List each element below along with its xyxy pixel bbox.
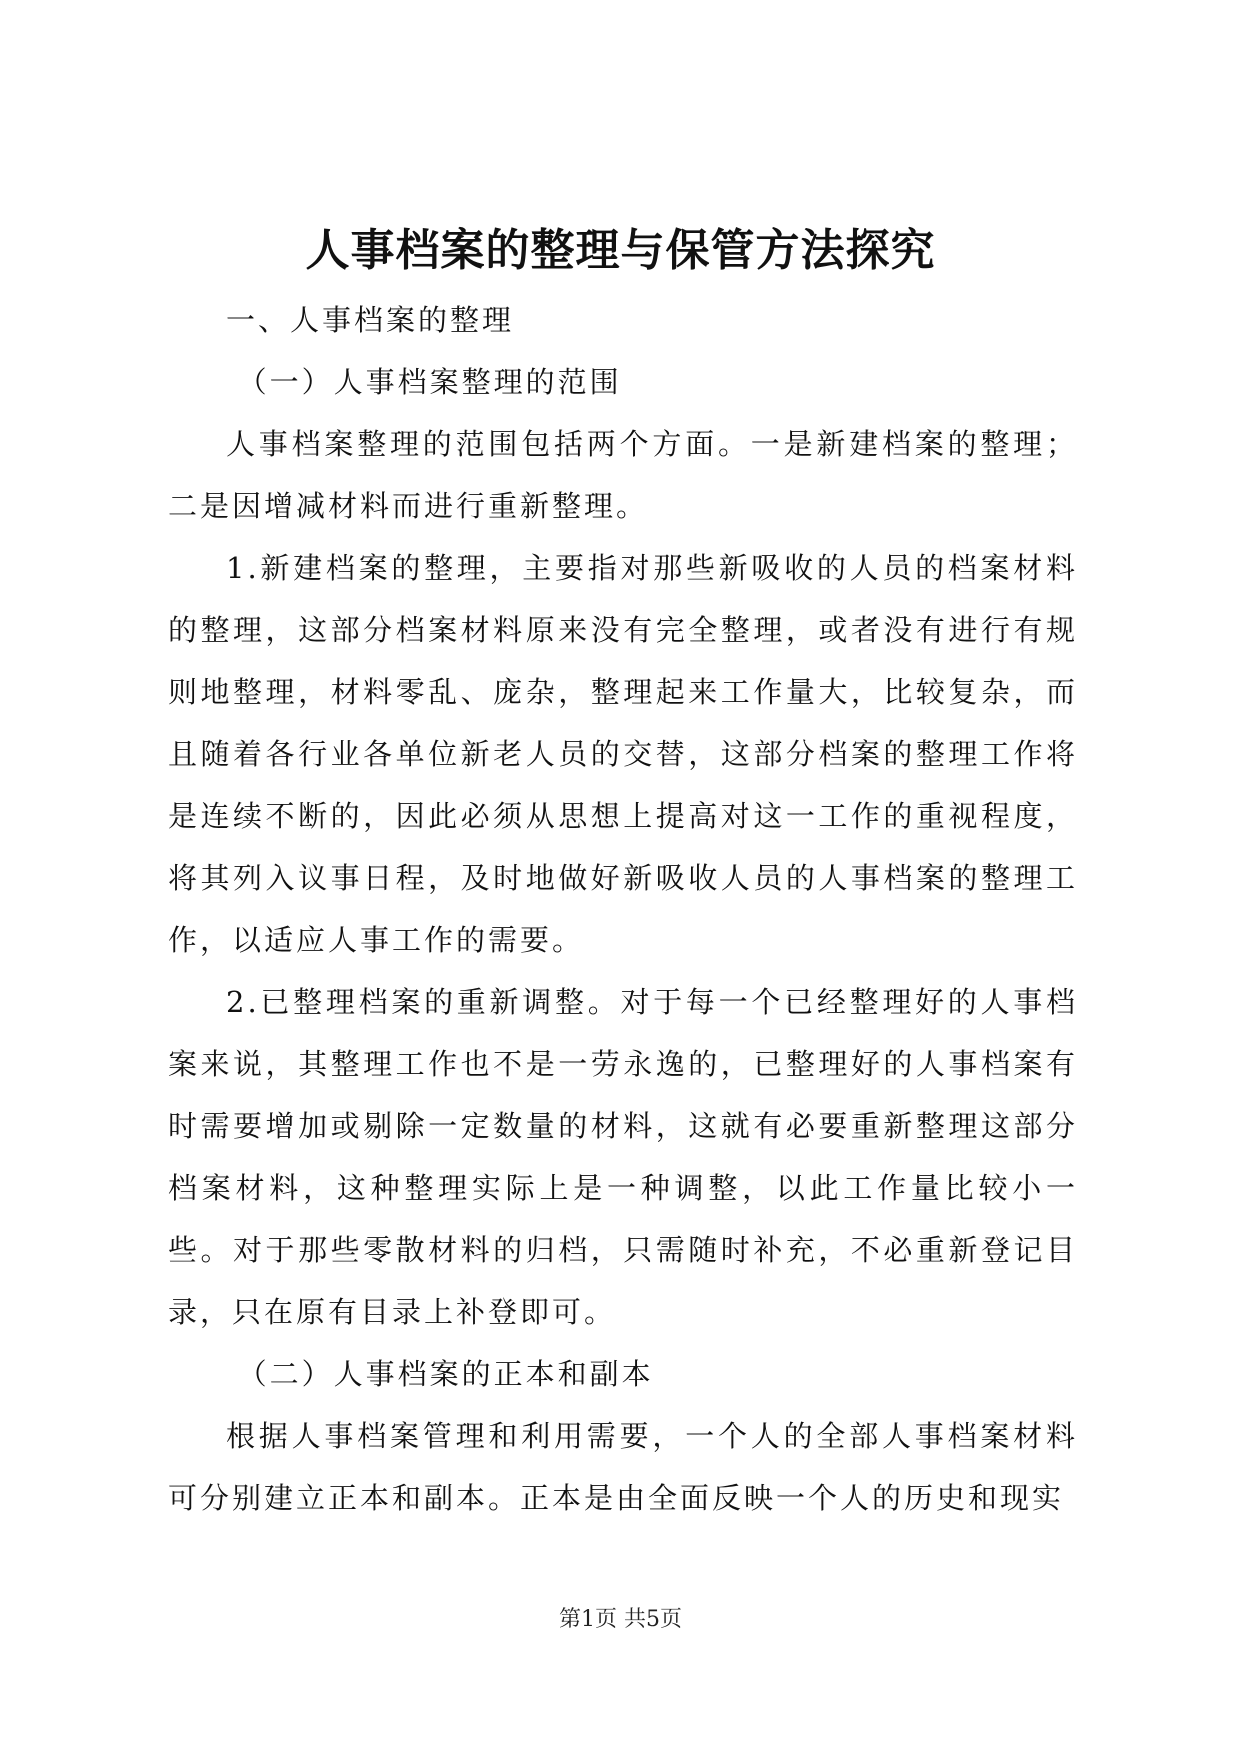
page-footer <box>0 1605 1241 1635</box>
page-indicator: 第1页 共5页 <box>559 1607 682 1632</box>
subsection-heading: （二）人事档案的正本和副本 <box>237 1357 654 1391</box>
paragraph: 人事档案整理的范围包括两个方面。一是新建档案的整理；二是因增减材料而进行重新整理。 <box>168 427 1078 523</box>
paragraph: 根据人事档案管理和利用需要，一个人的全部人事档案材料可分别建立正本和副本。正本是由全面反映一个人的历史和现实 <box>168 1419 1078 1515</box>
section-heading: 一、人事档案的整理 <box>226 303 515 337</box>
document-body <box>168 289 1078 1529</box>
document-title: 人事档案的整理与保管方法探究 <box>305 225 936 276</box>
paragraph: 1.新建档案的整理，主要指对那些新吸收的人员的档案材料的整理，这部分档案材料原来没有完全整理，或者没有进行有规则地整理，材料零乱、庞杂，整理起来工作量大，比较复杂，而且随着各行业各单位新老人员的交替，这部分档案的整理工作将是连续不断的，因此必须从思想上提高对这一工作的重视程度，将其列入议事日程，及时地做好新吸收人员的人事档案的整理工作，以适应人事工作的需要。 <box>168 551 1078 957</box>
subsection-heading: （一）人事档案整理的范围 <box>237 365 622 399</box>
paragraph: 2.已整理档案的重新调整。对于每一个已经整理好的人事档案来说，其整理工作也不是一劳永逸的，已整理好的人事档案有时需要增加或剔除一定数量的材料，这就有必要重新整理这部分档案材料，这种整理实际上是一种调整，以此工作量比较小一些。对于那些零散材料的归档，只需随时补充，不必重新登记目录，只在原有目录上补登即可。 <box>168 985 1078 1329</box>
